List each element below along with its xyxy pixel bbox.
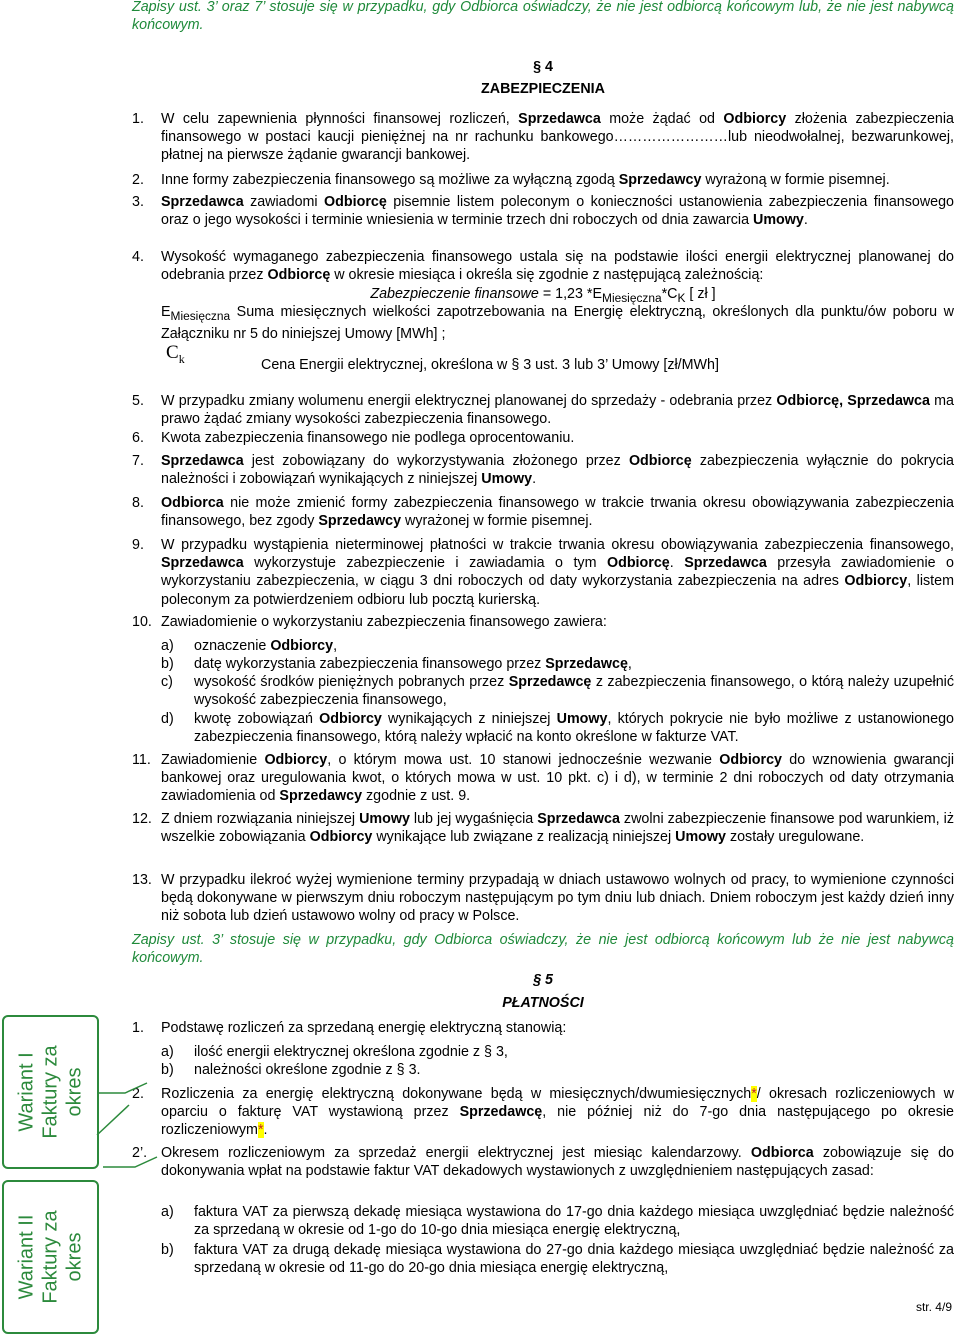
s5-sub-a (161, 1043, 954, 1061)
s4-item-11 (132, 751, 954, 806)
sub-letter: d) (161, 711, 174, 727)
item-number: 3. (132, 194, 144, 210)
item-text: W celu zapewnienia płynności finansowej rozliczeń, Sprzedawca może żądać od Odbiorcy złożenia zabezpieczenia finansowego w postaci kaucji pieniężnej na nr rachunku bankowego……………………lub nieodwołalnej, bezwarunkowej, płatnej na pierwsze żądanie gwarancji bankowej. (161, 111, 954, 164)
ck-description: Cena Energii elektrycznej, określona w § 3 ust. 3 lub 3’ Umowy [zł/MWh] (261, 357, 719, 373)
s4-item-2 (132, 171, 954, 189)
s4-sub-a (161, 637, 954, 655)
item-number: 4. (132, 249, 144, 265)
item-text: Sprzedawca zawiadomi Odbiorcę pisemnie listem poleconym o konieczności ustanowienia zabezpieczenia finansowego oraz o jego wysokości i terminie wniesienia w terminie trzech dni roboczych od dnia zawarcia Umowy. (161, 194, 954, 229)
item-text: W przypadku wystąpienia nieterminowej płatności w trakcie trwania okresu obowiązywania zabezpieczenia finansowego, Sprzedawca wykorzystuje zabezpieczenie i zawiadamia o tym Odbiorcę. Sprzedawca przesyła zawiadomienie o wykorzystaniu zabezpieczenia, w ciągu 3 dni roboczych od daty wykorzystania zabezpieczenia na adres Odbiorcy, listem poleconym za potwierdzeniem odbioru lub pocztą kurierską. (161, 537, 954, 608)
s4-item-4 (132, 248, 954, 284)
variant-2-line2: Faktury za (39, 1210, 62, 1304)
s5-sub2-a (161, 1203, 954, 1239)
sub-text: należności określone zgodnie z § 3. (194, 1062, 421, 1078)
top-note: Zapisy ust. 3’ oraz 7’ stosuje się w przypadku, gdy Odbiorca oświadczy, że nie jest odbiorcą końcowym lub, że nie jest nabywcą końcowym. (132, 0, 954, 33)
ck-symbol: $C_k$ (166, 342, 185, 366)
sub-letter: b) (161, 1062, 174, 1078)
s5-sub2-b (161, 1241, 954, 1277)
s4-item-5 (132, 392, 954, 428)
item-number: 13. (132, 872, 152, 888)
item-number: 5. (132, 393, 144, 409)
sub-letter: a) (161, 1204, 174, 1220)
s4-item-8 (132, 494, 954, 530)
item-number: 2’. (132, 1145, 148, 1161)
s4-item-13 (132, 871, 954, 926)
sub-text: wysokość środków pieniężnych pobranych przez Sprzedawcę z zabezpieczenia finansowego, o którą należy uzupełnić wysokość zabezpieczenia finansowego, (194, 674, 954, 709)
e-definition (132, 303, 954, 343)
item-text: Kwota zabezpieczenia finansowego nie podlega oprocentowaniu. (161, 430, 575, 446)
sub-letter: a) (161, 1044, 174, 1060)
item-number: 1. (132, 111, 144, 127)
variant-2-box (2, 1180, 99, 1334)
sub-letter: c) (161, 674, 173, 690)
s4-item-12 (132, 810, 954, 846)
s4-sub-c (161, 673, 954, 709)
page-number: str. 4/9 (915, 1300, 952, 1314)
mid-note: Zapisy ust. 3’ stosuje się w przypadku, gdy Odbiorca oświadczy, że nie jest odbiorcą końcowym lub że nie jest nabywcą końcowym. (132, 932, 954, 966)
item-number: 2. (132, 1086, 144, 1102)
s4-sub-b (161, 655, 954, 673)
item-number: 7. (132, 453, 144, 469)
item-number: 9. (132, 537, 144, 553)
sub-text: oznaczenie Odbiorcy, (194, 638, 338, 654)
section-4-title: ZABEZPIECZENIA (481, 81, 605, 97)
section-4-number: § 4 (533, 59, 553, 75)
section-5-number: § 5 (533, 972, 553, 988)
sub-text: faktura VAT za pierwszą dekadę miesiąca wystawiona do 17-go dnia każdego miesiąca uwzględniać będzie należność za sprzedaną w okresie od 1-go do 10-go dnia miesiąca energię elektryczną, (194, 1204, 954, 1239)
s5-item-2-prime (132, 1144, 954, 1180)
item-text: Okresem rozliczeniowym za sprzedaż energii elektrycznej jest miesiąc kalendarzowy. Odbiorca zobowiązuje się do dokonywania wpłat na podstawie faktur VAT dekadowych wystawionych z uwzględnieniem następujących zasad: (161, 1145, 954, 1180)
s4-item-3 (132, 193, 954, 229)
item-text: W przypadku zmiany wolumenu energii elektrycznej planowanej do sprzedaży - odebrania przez Odbiorcę, Sprzedawca ma prawo żądać zmiany wysokości zabezpieczenia finansowego. (161, 393, 954, 428)
item-text: Zawiadomienie o wykorzystaniu zabezpieczenia finansowego zawiera: (161, 614, 607, 630)
section-5-title: PŁATNOŚCI (502, 995, 584, 1011)
item-text: Zawiadomienie Odbiorcy, o którym mowa ust. 10 stanowi jednocześnie wezwanie Odbiorcy do wznowienia gwarancji bankowej oraz uregulowania kwot, o których mowa w ust. 10 pkt. c) i d), w terminie 2 dni roboczych od daty otrzymania zawiadomienia od Sprzedawcy zgodnie z ust. 9. (161, 752, 955, 805)
item-text: Inne formy zabezpieczenia finansowego są możliwe za wyłączną zgodą Sprzedawcy wyrażoną w formie pisemnej. (161, 172, 890, 188)
item-number: 2. (132, 172, 144, 188)
variant-1-line1: Wariant I (15, 1052, 38, 1132)
sub-text: datę wykorzystania zabezpieczenia finansowego przez Sprzedawcę, (194, 656, 632, 672)
sub-text: faktura VAT za drugą dekadę miesiąca wystawiona do 27-go dnia każdego miesiąca uwzględniać będzie należność za sprzedaną w okresie od 11-go do 20-go dnia miesiąca energię elektryczną, (194, 1242, 954, 1277)
item-text: Odbiorca nie może zmienić formy zabezpieczenia finansowego w trakcie trwania okresu obowiązywania zabezpieczenia finansowego, bez zgody Sprzedawcy wyrażonej w formie pisemnej. (161, 495, 954, 530)
variant-1-box (2, 1015, 99, 1169)
item-number: 1. (132, 1020, 144, 1036)
item-text: Sprzedawca jest zobowiązany do wykorzystywania złożonego przez Odbiorcę zabezpieczenia wyłącznie do pokrycia należności i zobowiązań wynikających z niniejszej Umowy. (161, 453, 954, 488)
s4-item-10 (132, 613, 954, 631)
variant-2-line1: Wariant II (15, 1214, 38, 1300)
item-text: Podstawę rozliczeń za sprzedaną energię elektryczną stanowią: (161, 1020, 567, 1036)
s5-item-2 (132, 1085, 954, 1140)
sub-letter: b) (161, 1242, 174, 1258)
s5-sub-b (161, 1061, 954, 1079)
item-number: 12. (132, 811, 152, 827)
item-number: 11. (132, 752, 151, 768)
sub-letter: a) (161, 638, 174, 654)
s4-item-6 (132, 429, 954, 447)
item-number: 10. (132, 614, 152, 630)
variant-2-line3: okres (63, 1232, 86, 1282)
item-text: Rozliczenia za energię elektryczną dokonywane będą w miesięcznych/dwumiesięcznych*/ okresach rozliczeniowych w oparciu o fakturę VAT wystawioną przez Sprzedawcę, nie później niż do 7-go dnia następującego po okresie rozliczeniowym*. (161, 1086, 954, 1139)
sub-text: ilość energii elektrycznej określona zgodnie z § 3, (194, 1044, 508, 1060)
s4-sub-d (161, 710, 954, 746)
item-text: W przypadku ilekroć wyżej wymienione terminy przypadają w dniach ustawowo wolnych od pracy, to wymienione czynności będą dokonywane w pierwszym dniu roboczym następującym po tym dniu lub dniach. Dniem roboczym jest każdy dzień inny niż sobota lub dzień ustawowo wolny od pracy w Polsce. (161, 872, 954, 925)
variant-connector-lines (95, 1075, 165, 1175)
s4-item-9 (132, 536, 954, 609)
sub-text: kwotę zobowiązań Odbiorcy wynikających z niniejszej Umowy, których pokrycie nie było możliwe z ustanowionego zabezpieczenia finansowego, którą należy wpłacić na konto określone w fakturze VAT. (194, 711, 954, 746)
item-number: 8. (132, 495, 144, 511)
variant-1-line3: okres (63, 1067, 86, 1117)
s4-item-7 (132, 452, 954, 488)
s4-item-1 (132, 110, 954, 165)
item-text: Z dniem rozwiązania niniejszej Umowy lub jej wygaśnięcia Sprzedawca zwolni zabezpieczenie finansowe pod warunkiem, iż wszelkie zobowiązania Odbiorcy wynikające lub związane z realizacją niniejszej Umowy zostały uregulowane. (161, 811, 954, 846)
variant-1-line2: Faktury za (39, 1045, 62, 1139)
s5-item-1 (132, 1019, 954, 1037)
formula: Zabezpieczenie finansowe = 1,23 $*E_{Miesięczna}*C_K$ [ zł ] (370, 286, 716, 305)
e-definition-text: $E_{Miesięczna}$ Suma miesięcznych wielkości zapotrzebowania na Energię elektryczną, określonych dla punktu/ów poboru w Załączniku nr 5 do niniejszej Umowy [MWh] ; (161, 304, 954, 343)
item-number: 6. (132, 430, 144, 446)
sub-letter: b) (161, 656, 174, 672)
item-text: Wysokość wymaganego zabezpieczenia finansowego ustala się na podstawie ilości energii elektrycznej planowanej do odebrania przez Odbiorcę w okresie miesiąca i określa się zgodnie z następującą zależnością: (161, 249, 954, 284)
